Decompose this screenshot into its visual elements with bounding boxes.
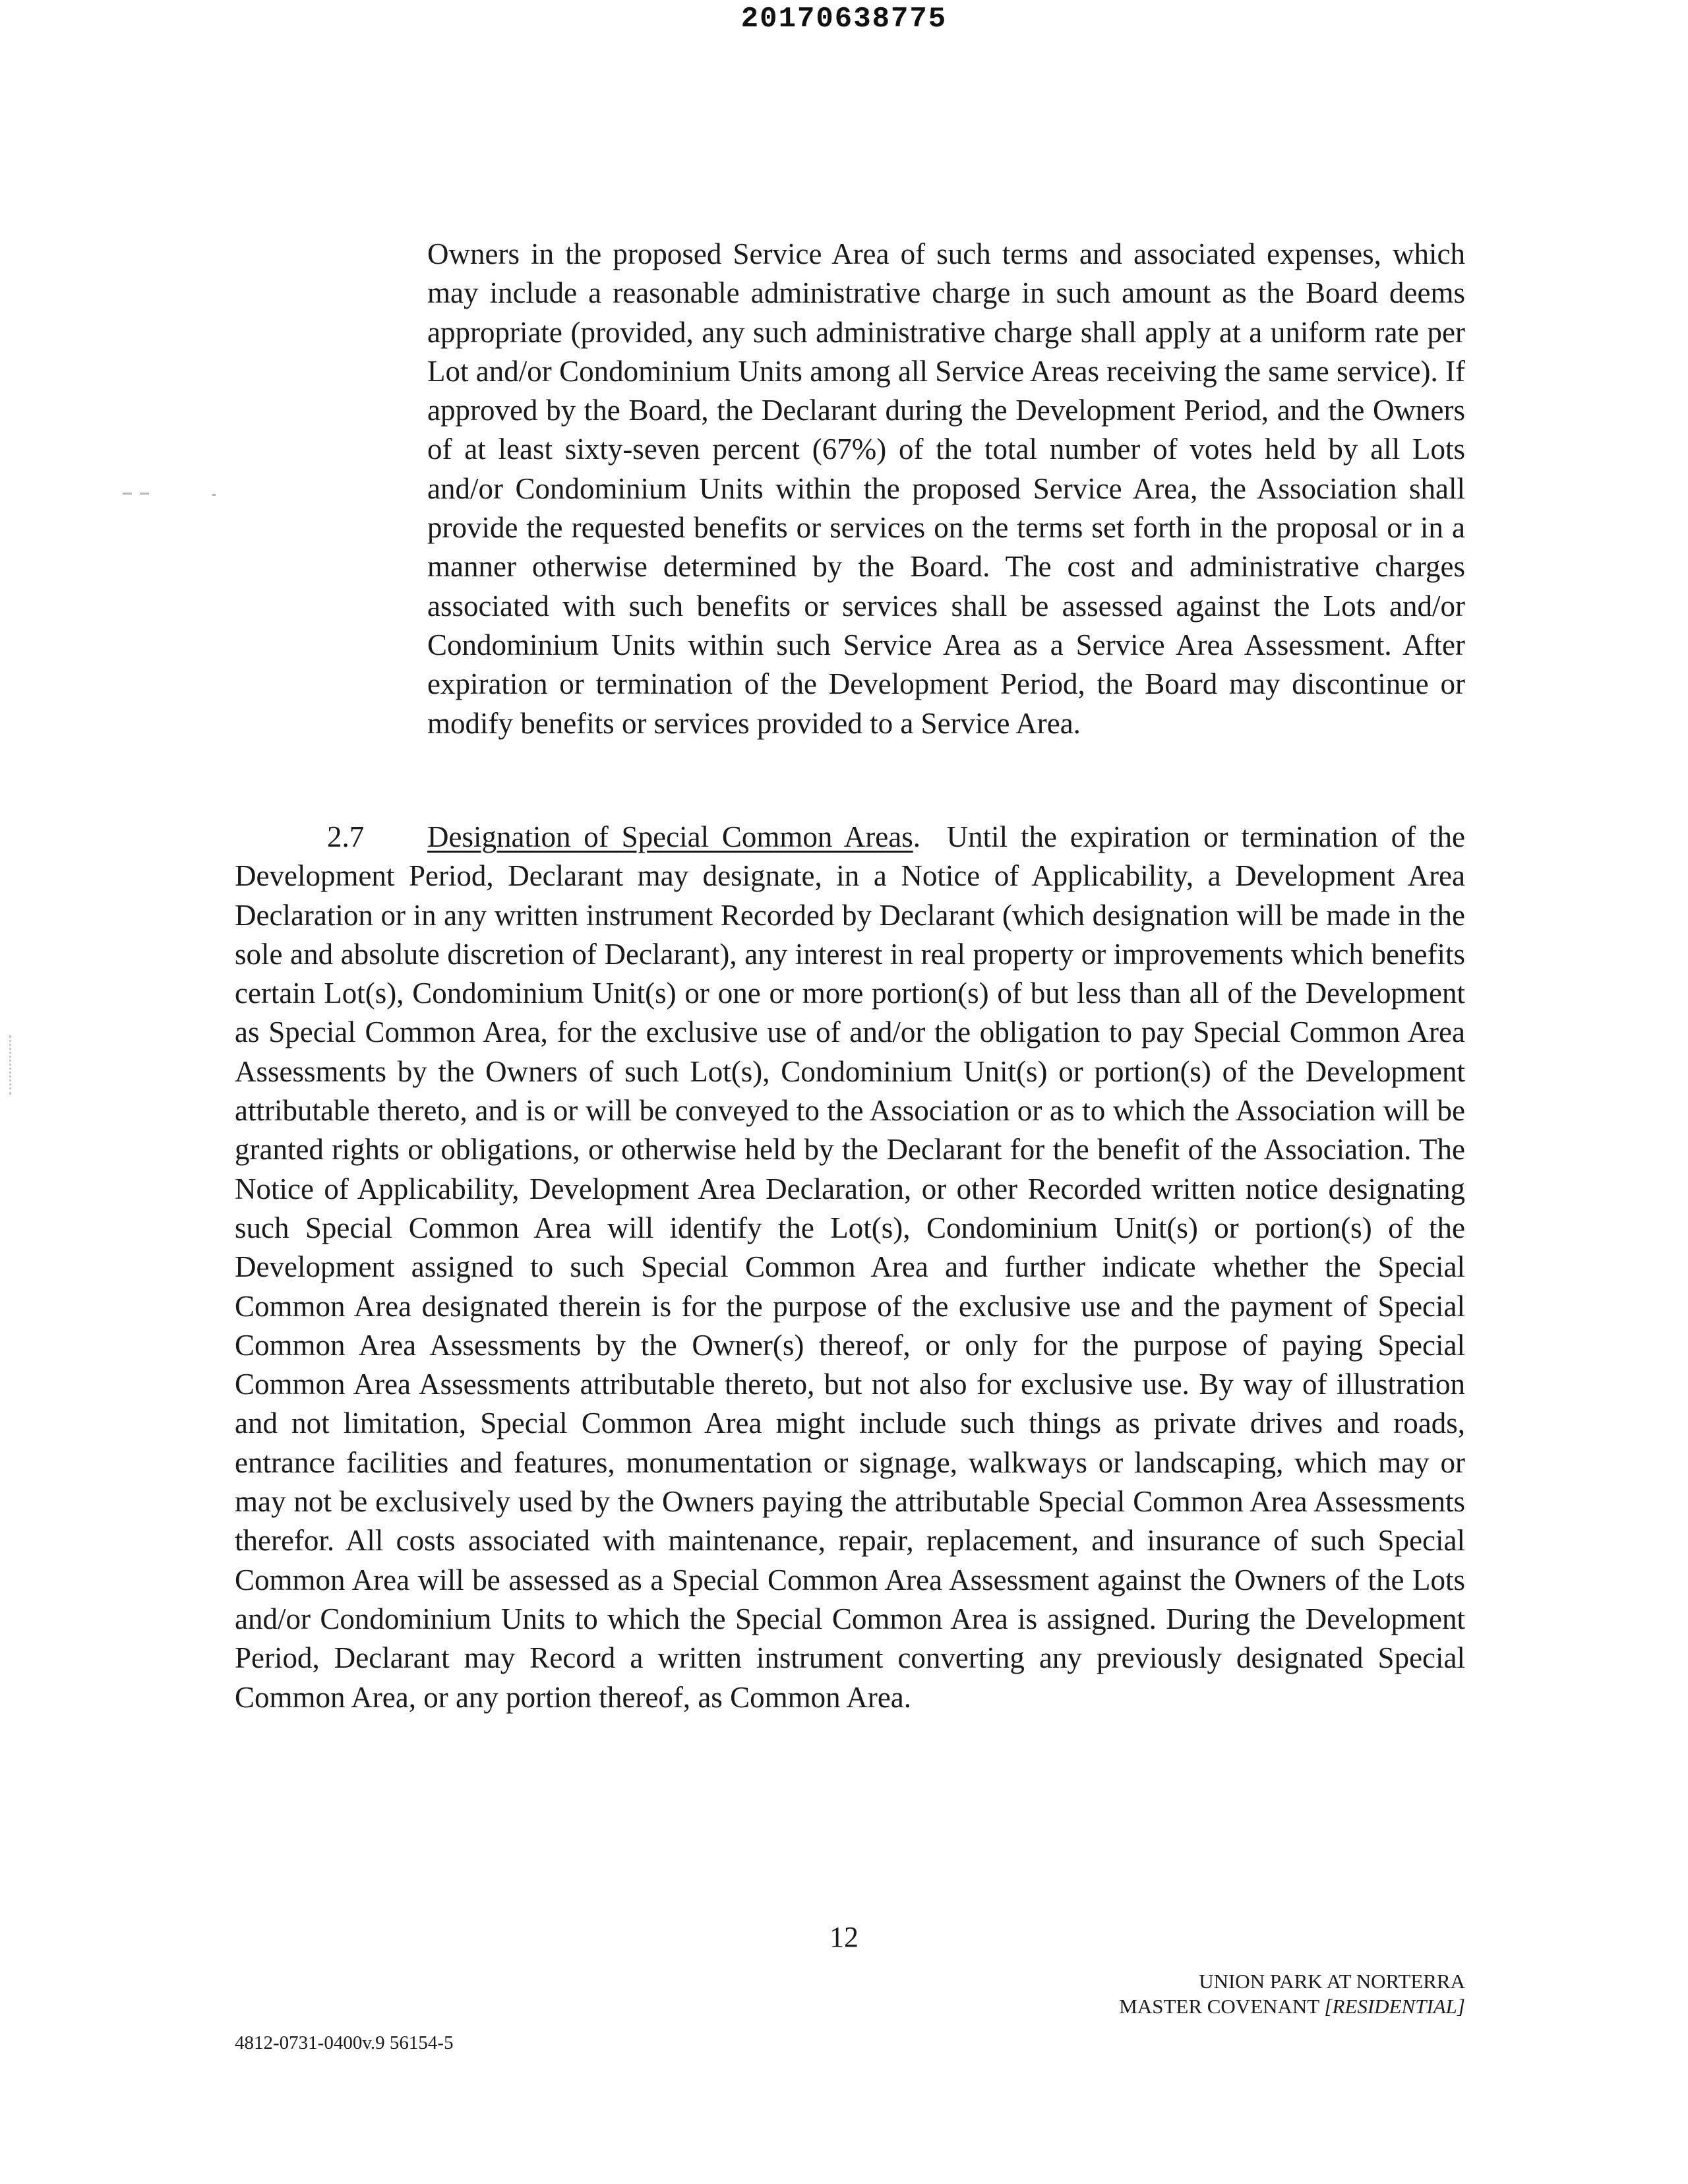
recording-number: 20170638775 — [740, 3, 948, 36]
document-id: 4812-0731-0400v.9 56154-5 — [235, 2032, 454, 2053]
document-title-line-2 — [1119, 1994, 1465, 2019]
document-title-line-2-italic: [RESIDENTIAL] — [1324, 1995, 1465, 2018]
body-paragraph-continued: Owners in the proposed Service Area of such terms and associated expenses, which may include a reasonable administrative charge in such amount as the Board deems appropriate (provided, any such administrative charge shall apply at a uniform rate per Lot and/or Condominium Units among all Service Areas receiving the same service). If approved by the Board, the Declarant during the Development Period, and the Owners of at least sixty-seven percent (67%) of the total number of votes held by all Lots and/or Condominium Units within the proposed Service Area, the Association shall provide the requested benefits or services on the terms set forth in the proposal or in a manner otherwise determined by the Board. The cost and administrative charges associated with such benefits or services shall be assessed against the Lots and/or Condominium Units within such Service Area as a Service Area Assessment. After expiration or termination of the Development Period, the Board may discontinue or modify benefits or services provided to a Service Area. — [427, 237, 1465, 740]
section-title: Designation of Special Common Areas — [427, 820, 913, 853]
scan-artifact-mark — [140, 493, 149, 495]
section-2-7-paragraph — [235, 818, 1465, 1717]
scan-artifact-mark — [212, 494, 216, 496]
section-number: 2.7 — [327, 820, 365, 853]
document-title-line-1: UNION PARK AT NORTERRA — [1199, 1970, 1465, 1993]
document-title-block — [1119, 1969, 1465, 2019]
scan-artifact-dots — [9, 1035, 16, 1095]
page-number: 12 — [829, 1921, 859, 1953]
section-body-text: Until the expiration or termination of the Development Period, Declarant may designate, in a Notice of Applicability, a Development Area Declaration or in any written instrument Recorded by Declarant (which designation will be made in the sole and absolute discretion of Declarant), any interest in real property or improvements which benefits certain Lot(s), Condominium Unit(s) or one or more portion(s) of but less than all of the Development as Special Common Area, for the exclusive use of and/or the obligation to pay Special Common Area Assessments by the Owners of such Lot(s), Condominium Unit(s) or portion(s) of the Development attributable thereto, and is or will be conveyed to the Association or as to which the Association will be granted rights or obligations, or otherwise held by the Declarant for the benefit of the Association. The Notice of Applicability, Development Area Declaration, or other Recorded written notice designating such Special Common Area will identify the Lot(s), Condominium Unit(s) or portion(s) of the Development assigned to such Special Common Area and further indicate whether the Special Common Area designated therein is for the purpose of the exclusive use and the payment of Special Common Area Assessments by the Owner(s) thereof, or only for the purpose of paying Special Common Area Assessments attributable thereto, but not also for exclusive use. By way of illustration and not limitation, Special Common Area might include such things as private drives and roads, entrance facilities and features, monumentation or signage, walkways or landscaping, which may or may not be exclusively used by the Owners paying the attributable Special Common Area Assessments therefor. All costs associated with maintenance, repair, replacement, and insurance of such Special Common Area will be assessed as a Special Common Area Assessment against the Owners of the Lots and/or Condominium Units to which the Special Common Area is assigned. During the Development Period, Declarant may Record a written instrument converting any previously designated Special Common Area, or any portion thereof, as Common Area. — [235, 820, 1466, 1714]
scan-artifact-mark — [123, 493, 132, 495]
document-title-line-2-prefix: MASTER COVENANT — [1119, 1995, 1325, 2018]
section-title-period: . — [913, 820, 920, 853]
